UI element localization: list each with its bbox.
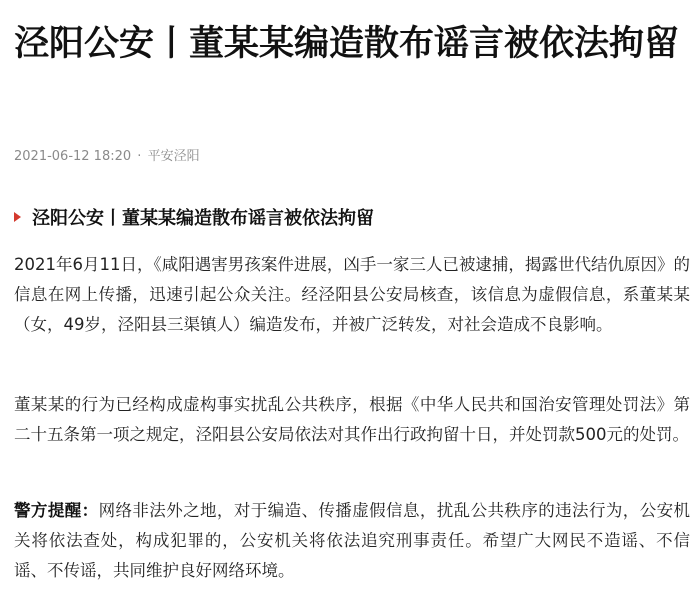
article-title: 泾阳公安丨董某某编造散布谣言被依法拘留: [14, 24, 680, 64]
source-name[interactable]: 平安泾阳: [147, 149, 200, 164]
publish-date: 2021-06-12 18:20: [14, 149, 132, 164]
section-heading-text: 泾阳公安丨董某某编造散布谣言被依法拘留: [32, 208, 374, 229]
warning-label: 警方提醒：: [14, 501, 99, 520]
section-heading: [14, 204, 374, 230]
meta-separator: ·: [137, 149, 142, 164]
paragraph-1: 2021年6月11日，《咸阳遇害男孩案件进展，凶手一家三人已被逮捕，揭露世代结仇原因》的信息在网上传播，迅速引起公众关注。经泾阳县公安局核查，该信息为虚假信息，系董某某（女，49岁，泾阳县三渠镇人）编造发布，并被广泛转发，对社会造成不良影响。: [14, 255, 690, 334]
warning-text: 网络非法外之地，对于编造、传播虚假信息，扰乱公共秩序的违法行为，公安机关将依法查处，构成犯罪的，公安机关将依法追究刑事责任。希望广大网民不造谣、不信谣、不传谣，共同维护良好网络环境。: [14, 501, 691, 580]
triangle-marker-icon: [14, 212, 21, 222]
paragraph-2: 董某某的行为已经构成虚构事实扰乱公共秩序，根据《中华人民共和国治安管理处罚法》第二十五条第一项之规定，泾阳县公安局依法对其作出行政拘留十日，并处罚款500元的处罚。: [14, 395, 690, 444]
article-meta: [14, 148, 200, 166]
paragraph-3: [14, 496, 690, 586]
